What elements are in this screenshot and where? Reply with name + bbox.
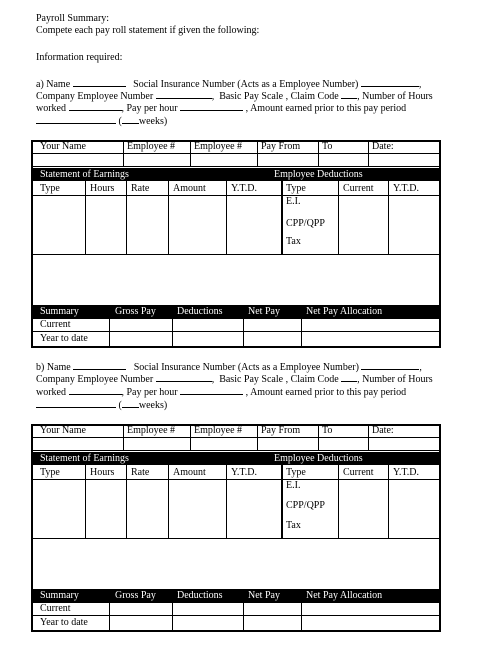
col-amount: Amount xyxy=(173,467,206,478)
employee-deductions-title: Employee Deductions xyxy=(274,453,363,464)
pay-per-hour-label: Pay per hour xyxy=(126,103,178,114)
employee-deductions-title: Employee Deductions xyxy=(274,169,363,180)
claim-code-blank[interactable] xyxy=(341,90,357,99)
deduction-ei: E.I. xyxy=(286,480,301,491)
amount-earned-label: Amount earned prior to this pay period xyxy=(250,387,407,398)
deduction-cpp-qpp: CPP/QPP xyxy=(286,218,325,229)
col-hours: Hours xyxy=(90,467,115,478)
col-current: Current xyxy=(343,183,374,194)
col-deduction-ytd: Y.T.D. xyxy=(393,183,420,194)
col-rate: Rate xyxy=(131,467,150,478)
summary-title: Summary xyxy=(40,306,79,317)
col-current: Current xyxy=(343,467,374,478)
payroll-form-a xyxy=(31,140,440,348)
info-required-label: Information required: xyxy=(36,52,123,63)
weeks-label: weeks) xyxy=(138,400,168,411)
amount-earned-label: Amount earned prior to this pay period xyxy=(250,103,407,114)
hours-blank[interactable] xyxy=(69,102,122,111)
earnings-deductions-header-bar xyxy=(31,168,440,181)
gross-pay-header: Gross Pay xyxy=(115,306,156,317)
hours-label: Number of Hours xyxy=(362,91,433,102)
pay-from-header: Pay From xyxy=(261,141,301,152)
basic-pay-label: Basic Pay Scale , Claim Code xyxy=(219,374,339,385)
col-amount: Amount xyxy=(173,183,206,194)
sin-blank[interactable] xyxy=(361,78,419,87)
col-ytd: Y.T.D. xyxy=(231,183,258,194)
claim-code-blank[interactable] xyxy=(341,373,357,382)
amount-earned-blank[interactable] xyxy=(36,399,116,408)
hours-blank[interactable] xyxy=(69,386,122,395)
net-pay-header: Net Pay xyxy=(248,306,280,317)
payroll-form-b xyxy=(31,424,440,632)
worked-label: worked xyxy=(36,103,66,114)
amount-earned-blank[interactable] xyxy=(36,115,116,124)
net-pay-allocation-header: Net Pay Allocation xyxy=(306,590,383,601)
sin-blank[interactable] xyxy=(361,361,419,370)
gross-pay-header: Gross Pay xyxy=(115,590,156,601)
col-deduction-ytd: Y.T.D. xyxy=(393,467,420,478)
date-header: Date: xyxy=(372,141,394,152)
deduction-ei: E.I. xyxy=(286,196,301,207)
pay-to-header: To xyxy=(322,141,333,152)
company-employee-label: Company Employee Number xyxy=(36,374,154,385)
summary-ytd-label: Year to date xyxy=(40,333,88,344)
statement-of-earnings-title: Statement of Earnings xyxy=(40,169,129,180)
col-deduction-type: Type xyxy=(286,467,306,478)
col-ytd: Y.T.D. xyxy=(231,467,258,478)
net-pay-allocation-header: Net Pay Allocation xyxy=(306,306,383,317)
hours-label: Number of Hours xyxy=(362,374,433,385)
date-header: Date: xyxy=(372,425,394,436)
net-pay-header: Net Pay xyxy=(248,590,280,601)
weeks-label: weeks) xyxy=(138,116,168,127)
company-employee-blank[interactable] xyxy=(156,90,212,99)
page-title: Payroll Summary: xyxy=(36,13,110,24)
employee-number-header-2: Employee # xyxy=(194,141,243,152)
col-hours: Hours xyxy=(90,183,115,194)
earnings-deductions-header-bar xyxy=(31,452,440,465)
name-label: a) Name xyxy=(36,79,71,90)
sin-label: Social Insurance Number (Acts as a Employee Number) xyxy=(133,79,359,90)
employee-number-header: Employee # xyxy=(127,425,176,436)
name-label: b) Name xyxy=(36,362,71,373)
your-name-header: Your Name xyxy=(40,425,86,436)
basic-pay-label: Basic Pay Scale , Claim Code xyxy=(219,91,339,102)
weeks-blank[interactable] xyxy=(122,399,139,408)
instruction-text: Compete each pay roll statement if given the following: xyxy=(36,25,260,36)
worked-label: worked xyxy=(36,387,66,398)
pay-per-hour-label: Pay per hour xyxy=(126,387,178,398)
summary-header-bar xyxy=(31,589,440,602)
col-type: Type xyxy=(40,183,60,194)
summary-title: Summary xyxy=(40,590,79,601)
summary-header-bar xyxy=(31,305,440,318)
summary-current-label: Current xyxy=(40,603,71,614)
your-name-header: Your Name xyxy=(40,141,86,152)
deduction-cpp-qpp: CPP/QPP xyxy=(286,500,325,511)
sin-label: Social Insurance Number (Acts as a Employee Number) xyxy=(133,362,359,373)
deduction-tax: Tax xyxy=(286,520,301,531)
name-blank[interactable] xyxy=(73,361,126,370)
summary-ytd-label: Year to date xyxy=(40,617,88,628)
employee-number-header-2: Employee # xyxy=(194,425,243,436)
pay-per-hour-blank[interactable] xyxy=(180,102,243,111)
pay-from-header: Pay From xyxy=(261,425,301,436)
pay-to-header: To xyxy=(322,425,333,436)
company-employee-label: Company Employee Number xyxy=(36,91,154,102)
statement-of-earnings-title: Statement of Earnings xyxy=(40,453,129,464)
col-type: Type xyxy=(40,467,60,478)
pay-per-hour-blank[interactable] xyxy=(180,386,243,395)
deductions-header: Deductions xyxy=(177,590,223,601)
col-rate: Rate xyxy=(131,183,150,194)
employee-number-header: Employee # xyxy=(127,141,176,152)
weeks-blank[interactable] xyxy=(122,115,139,124)
company-employee-blank[interactable] xyxy=(156,373,212,382)
deduction-tax: Tax xyxy=(286,236,301,247)
name-blank[interactable] xyxy=(73,78,126,87)
col-deduction-type: Type xyxy=(286,183,306,194)
summary-current-label: Current xyxy=(40,319,71,330)
deductions-header: Deductions xyxy=(177,306,223,317)
